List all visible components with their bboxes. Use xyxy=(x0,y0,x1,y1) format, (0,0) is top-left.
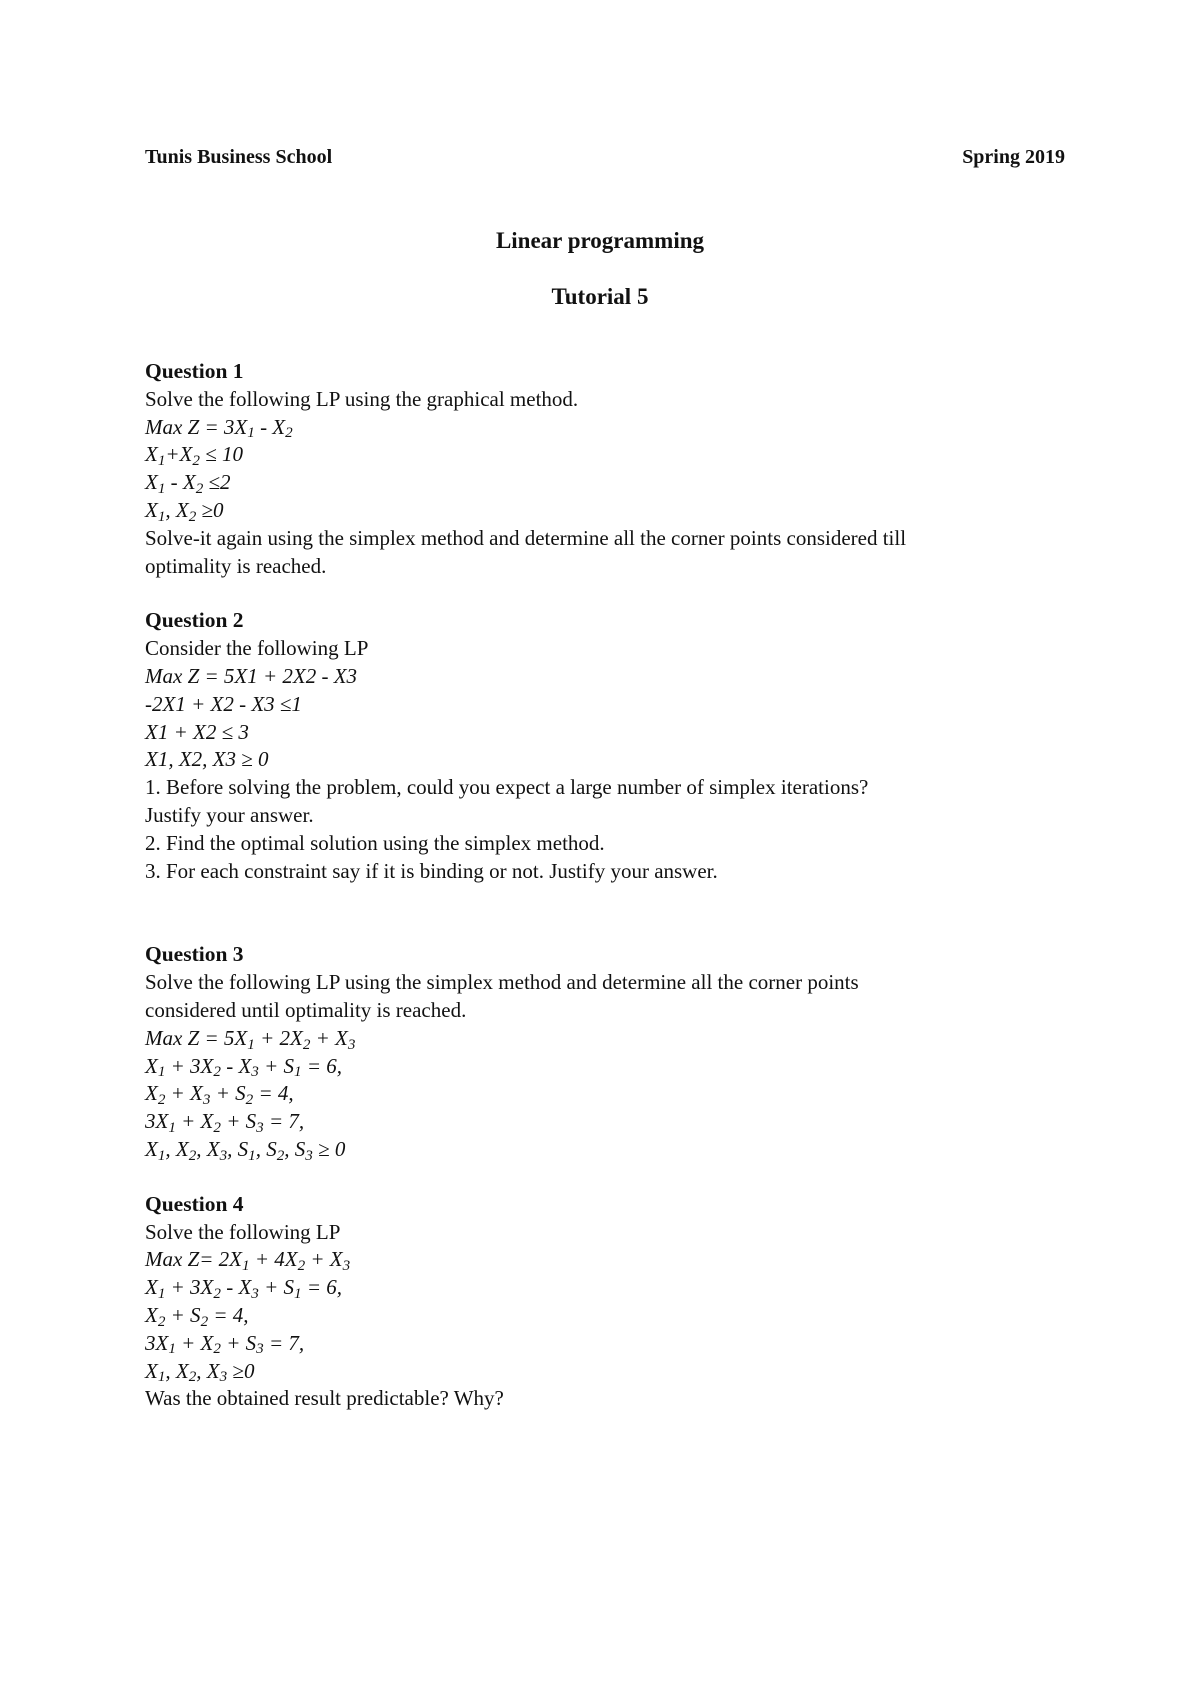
question-3-constraint-2: $X_2 + X_3 + S_2 = 4$, xyxy=(145,1081,294,1109)
question-4-nonnegativity: $X_1$, $X_2$, $X_3 \ge 0$ xyxy=(145,1358,255,1386)
semester-label: Spring 2019 xyxy=(962,146,1065,168)
question-3-intro-line-2: considered until optimality is reached. xyxy=(145,997,467,1022)
question-2-item-1-line-1: 1. Before solving the problem, could you expect a large number of simplex iterations? xyxy=(145,775,869,800)
question-2-intro: Consider the following LP xyxy=(145,636,369,661)
question-2-item-2: 2. Find the optimal solution using the simplex method. xyxy=(145,830,605,855)
question-1-heading: Question 1 xyxy=(145,359,244,383)
course-title: Linear programming xyxy=(495,228,705,253)
tutorial-title: Tutorial 5 xyxy=(551,284,649,309)
question-4-final-question: Was the obtained result predictable? Why? xyxy=(145,1386,504,1411)
question-1-intro: Solve the following LP using the graphical method. xyxy=(145,386,579,411)
page-header xyxy=(145,146,1065,176)
question-2 xyxy=(145,607,1075,885)
institution-name: Tunis Business School xyxy=(145,146,333,168)
question-4-constraint-2: $X_2 + S_2 = 4$, xyxy=(145,1302,249,1330)
question-2-item-1-line-2: Justify your answer. xyxy=(145,802,314,827)
tutorial-content xyxy=(145,358,1075,1413)
question-2-constraint-1: -2X1 + X2 - X3 ≤1 xyxy=(145,691,302,716)
question-1-task-line-1: Solve-it again using the simplex method and determine all the corner points considered till xyxy=(145,525,907,550)
question-4-objective: Max $Z= 2X_1 + 4X_2 + X_3$ xyxy=(145,1247,351,1275)
question-1-nonnegativity: $X_1$, $X_2 \ge 0$ xyxy=(145,497,224,525)
question-2-nonnegativity: X1, X2, X3 ≥ 0 xyxy=(145,747,269,772)
question-3 xyxy=(145,941,1075,1163)
question-1-objective: Max $Z = 3X_1 - X_2$ xyxy=(145,414,293,442)
question-3-nonnegativity: $X_1$, $X_2$, $X_3$, $S_1$, $S_2$, $S_3 \ge 0$ xyxy=(145,1136,346,1164)
question-1-task-line-2: optimality is reached. xyxy=(145,553,327,578)
question-2-item-3: 3. For each constraint say if it is binding or not. Justify your answer. xyxy=(145,858,718,883)
question-4-constraint-3: $3X_1 + X_2 + S_3 = 7$, xyxy=(145,1330,305,1358)
question-2-heading: Question 2 xyxy=(145,608,244,633)
question-3-objective: Max $Z = 5X_1 + 2X_2 + X_3$ xyxy=(145,1025,356,1053)
question-1-constraint-2: $X_1 - X_2 \le 2$ xyxy=(145,470,231,497)
question-3-constraint-3: $3X_1 + X_2 + S_3 = 7$, xyxy=(145,1109,305,1136)
question-2-objective: Max Z = 5X1 + 2X2 - X3 xyxy=(145,663,358,688)
question-1 xyxy=(145,358,1075,580)
question-3-heading: Question 3 xyxy=(145,942,244,967)
question-1-constraint-1: $X_1+X_2 \le 10$ xyxy=(145,442,243,470)
question-2-constraint-2: X1 + X2 ≤ 3 xyxy=(145,719,249,744)
question-3-constraint-1: $X_1 + 3X_2 - X_3 + S_1 = 6$, xyxy=(145,1053,342,1081)
question-4 xyxy=(145,1191,1075,1413)
question-4-constraint-1: $X_1 + 3X_2 - X_3 + S_1 = 6$, xyxy=(145,1275,342,1302)
question-4-intro: Solve the following LP xyxy=(145,1219,341,1244)
question-4-heading: Question 4 xyxy=(145,1191,244,1216)
question-3-intro-line-1: Solve the following LP using the simplex method and determine all the corner points xyxy=(145,970,859,995)
